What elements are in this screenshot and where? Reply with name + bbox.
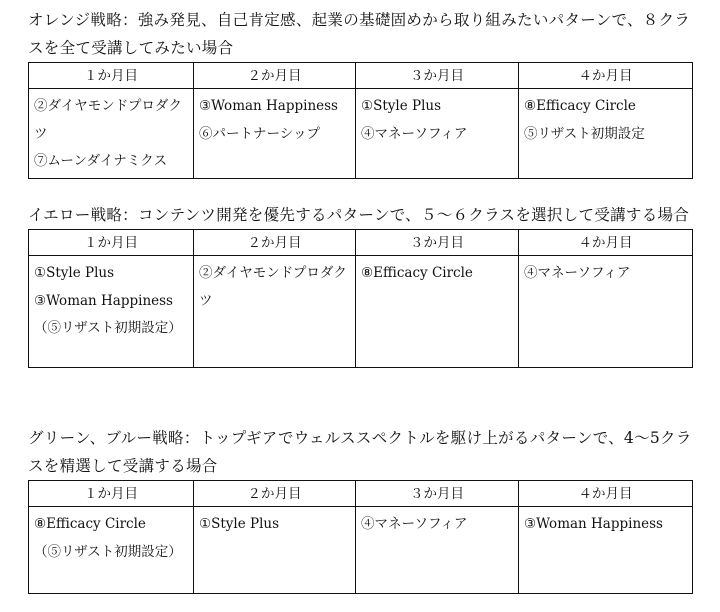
course-item: ③Woman Happiness <box>199 98 338 114</box>
yellow-strategy-section <box>28 201 692 368</box>
course-item: ②ダイヤモンドプロダクツ <box>199 265 347 309</box>
month-cell <box>519 507 693 594</box>
course-item: ⑧Efficacy Circle <box>361 265 473 281</box>
course-item: ⑥パートナーシップ <box>199 125 320 142</box>
section-heading: オレンジ戦略：強み発見、自己肯定感、起業の基礎固めから取り組みたいパターンで、８クラスを全て受講してみたい場合 <box>28 11 691 57</box>
course-row <box>29 507 693 594</box>
month-header: ４か月目 <box>519 230 693 256</box>
month-cell <box>356 89 519 179</box>
orange-strategy-section <box>28 6 692 179</box>
course-item: ④マネーソフィア <box>361 125 468 142</box>
month-cell <box>356 256 519 368</box>
month-cell <box>194 89 356 179</box>
month-cell <box>29 256 194 368</box>
course-item: ②ダイヤモンドプロダクツ <box>34 98 182 142</box>
month-cell <box>194 507 356 594</box>
course-item: ①Style Plus <box>361 98 442 114</box>
month-header: ２か月目 <box>194 63 356 89</box>
month-header: ３か月目 <box>356 63 519 89</box>
course-item: ④マネーソフィア <box>361 516 468 532</box>
schedule-table <box>28 62 693 179</box>
schedule-table <box>28 229 693 368</box>
month-cell <box>519 256 693 368</box>
course-row <box>29 256 693 368</box>
month-cell <box>519 89 693 179</box>
section-heading: グリーン、ブルー戦略：トップギアでウェルススペクトルを駆け上がるパターンで、4～5クラスを精選して受講する場合 <box>28 429 692 475</box>
month-header: ３か月目 <box>356 230 519 256</box>
month-header-row <box>29 63 693 89</box>
course-item: ⑤リザスト初期設定 <box>524 125 645 142</box>
course-item: ③Woman Happiness <box>34 292 173 309</box>
course-item: ⑧Efficacy Circle <box>524 98 636 114</box>
month-cell <box>29 507 194 594</box>
month-header: １か月目 <box>29 481 194 507</box>
month-header: ３か月目 <box>356 481 519 507</box>
month-header: ２か月目 <box>194 481 356 507</box>
green-blue-strategy-section <box>28 424 692 594</box>
month-cell <box>194 256 356 368</box>
course-item: ⑧Efficacy Circle <box>34 516 146 532</box>
month-header: ２か月目 <box>194 230 356 256</box>
month-header: ４か月目 <box>519 481 693 507</box>
course-row <box>29 89 693 179</box>
course-item: （⑤リザスト初期設定） <box>34 543 182 560</box>
schedule-table <box>28 480 693 594</box>
month-header-row <box>29 230 693 256</box>
course-item: ①Style Plus <box>34 265 115 281</box>
month-header: １か月目 <box>29 230 194 256</box>
course-item: ⑦ムーンダイナミクス <box>34 153 168 169</box>
course-item: ①Style Plus <box>199 516 280 532</box>
month-header-row <box>29 481 693 507</box>
course-item: （⑤リザスト初期設定） <box>34 320 182 336</box>
course-item: ④マネーソフィア <box>524 265 631 281</box>
month-cell <box>29 89 194 179</box>
month-header: １か月目 <box>29 63 194 89</box>
course-item: ③Woman Happiness <box>524 516 663 532</box>
month-header: ４か月目 <box>519 63 693 89</box>
section-heading: イエロー戦略：コンテンツ開発を優先するパターンで、５～６クラスを選択して受講する場合 <box>28 206 690 224</box>
month-cell <box>356 507 519 594</box>
